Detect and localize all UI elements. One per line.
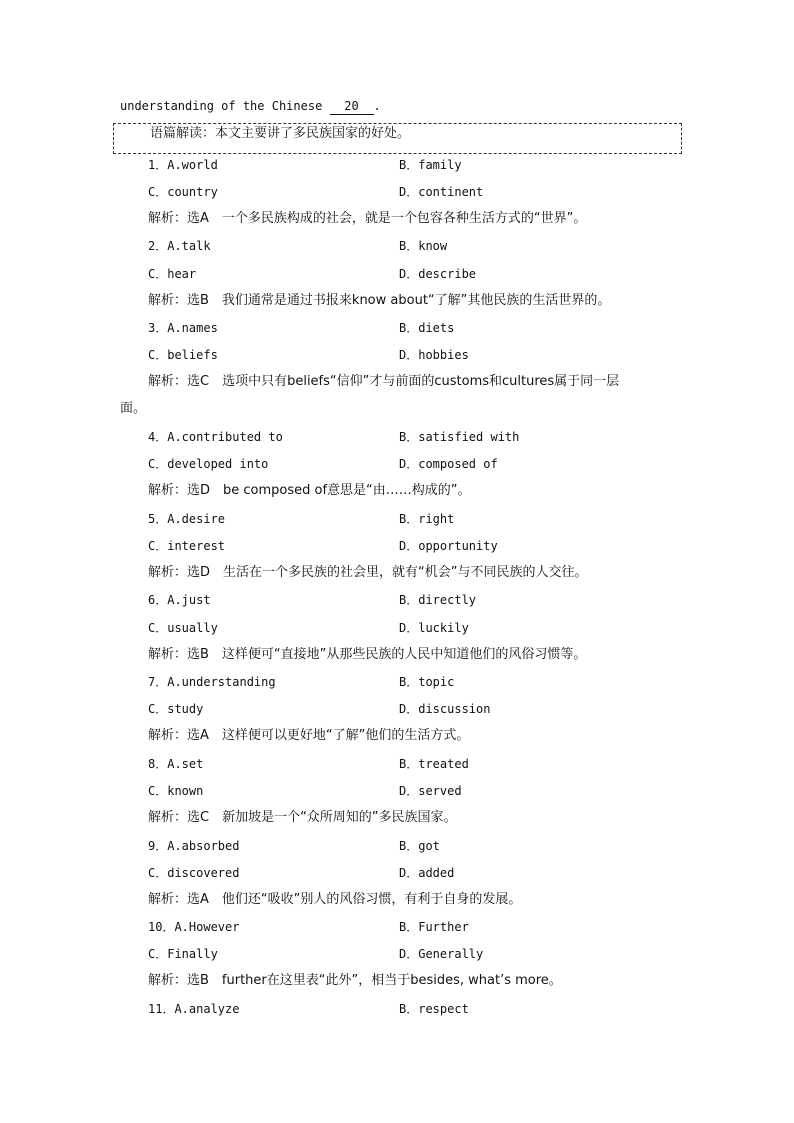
- item-6-option-d: D．luckily: [399, 621, 469, 635]
- blank-20: 20: [330, 98, 374, 115]
- item-3-explanation-continued: 面。: [120, 401, 147, 416]
- item-7-explanation: 解析：选A 这样便可以更好地“了解”他们的生活方式。: [148, 728, 470, 743]
- item-3-explanation: 解析：选C 选项中只有beliefs“信仰”才与前面的customs和cultures属于同一层: [148, 374, 620, 389]
- item-7-option-b: B．topic: [399, 675, 455, 689]
- item-1-option-b: B．family: [399, 158, 462, 172]
- item-1-option-a: 1．A.world: [148, 158, 218, 172]
- item-2-option-a: 2．A.talk: [148, 239, 211, 253]
- item-10-option-a: 10．A.However: [148, 920, 240, 934]
- item-4-option-d: D．composed of: [399, 457, 498, 471]
- item-6-option-b: B．directly: [399, 593, 477, 607]
- item-4-option-b: B．satisfied with: [399, 430, 520, 444]
- item-10-option-d: D．Generally: [399, 947, 484, 961]
- item-6-option-a: 6．A.just: [148, 593, 211, 607]
- item-10-option-b: B．Further: [399, 920, 469, 934]
- item-3-option-c: C．beliefs: [148, 348, 218, 362]
- item-7-option-c: C．study: [148, 702, 204, 716]
- item-3-option-d: D．hobbies: [399, 348, 469, 362]
- item-5-explanation: 解析：选D 生活在一个多民族的社会里，就有“机会”与不同民族的人交往。: [148, 565, 588, 580]
- item-2-option-b: B．know: [399, 239, 448, 253]
- item-7-option-a: 7．A.understanding: [148, 675, 276, 689]
- item-8-explanation: 解析：选C 新加坡是一个“众所周知的”多民族国家。: [148, 810, 457, 825]
- item-1-option-d: D．continent: [399, 185, 484, 199]
- item-10-option-c: C．Finally: [148, 947, 218, 961]
- item-1-explanation: 解析：选A 一个多民族构成的社会，就是一个包容各种生活方式的“世界”。: [148, 211, 587, 226]
- item-11-option-b: B．respect: [399, 1002, 469, 1016]
- item-6-explanation: 解析：选B 这样便可“直接地”从那些民族的人民中知道他们的风俗习惯等。: [148, 647, 587, 662]
- item-1-option-c: C．country: [148, 185, 218, 199]
- intro-line: [120, 98, 381, 115]
- item-9-option-c: C．discovered: [148, 866, 240, 880]
- item-5-option-a: 5．A.desire: [148, 512, 226, 526]
- item-6-option-c: C．usually: [148, 621, 218, 635]
- item-4-option-c: C．developed into: [148, 457, 269, 471]
- item-9-option-b: B．got: [399, 839, 440, 853]
- item-2-explanation: 解析：选B 我们通常是通过书报来know about“了解”其他民族的生活世界的。: [148, 293, 611, 308]
- item-8-option-c: C．known: [148, 784, 204, 798]
- item-10-explanation: 解析：选B further在这里表“此外”，相当于besides, what’s more。: [148, 973, 562, 988]
- item-5-option-d: D．opportunity: [399, 539, 498, 553]
- item-2-option-c: C．hear: [148, 267, 197, 281]
- item-4-explanation: 解析：选D be composed of意思是“由……构成的”。: [148, 483, 471, 498]
- item-5-option-c: C．interest: [148, 539, 226, 553]
- item-9-option-d: D．added: [399, 866, 455, 880]
- item-3-option-a: 3．A.names: [148, 321, 218, 335]
- item-2-option-d: D．describe: [399, 267, 477, 281]
- item-3-option-b: B．diets: [399, 321, 455, 335]
- item-7-option-d: D．discussion: [399, 702, 491, 716]
- item-8-option-a: 8．A.set: [148, 757, 204, 771]
- summary-text: 语篇解读：本文主要讲了多民族国家的好处。: [150, 126, 411, 141]
- item-8-option-d: D．served: [399, 784, 462, 798]
- item-9-option-a: 9．A.absorbed: [148, 839, 240, 853]
- item-8-option-b: B．treated: [399, 757, 469, 771]
- intro-tail: .: [373, 99, 381, 113]
- item-4-option-a: 4．A.contributed to: [148, 430, 283, 444]
- item-11-option-a: 11．A.analyze: [148, 1002, 240, 1016]
- intro-lead: understanding of the Chinese: [120, 99, 330, 113]
- item-5-option-b: B．right: [399, 512, 455, 526]
- item-9-explanation: 解析：选A 他们还“吸收”别人的风俗习惯，有利于自身的发展。: [148, 892, 522, 907]
